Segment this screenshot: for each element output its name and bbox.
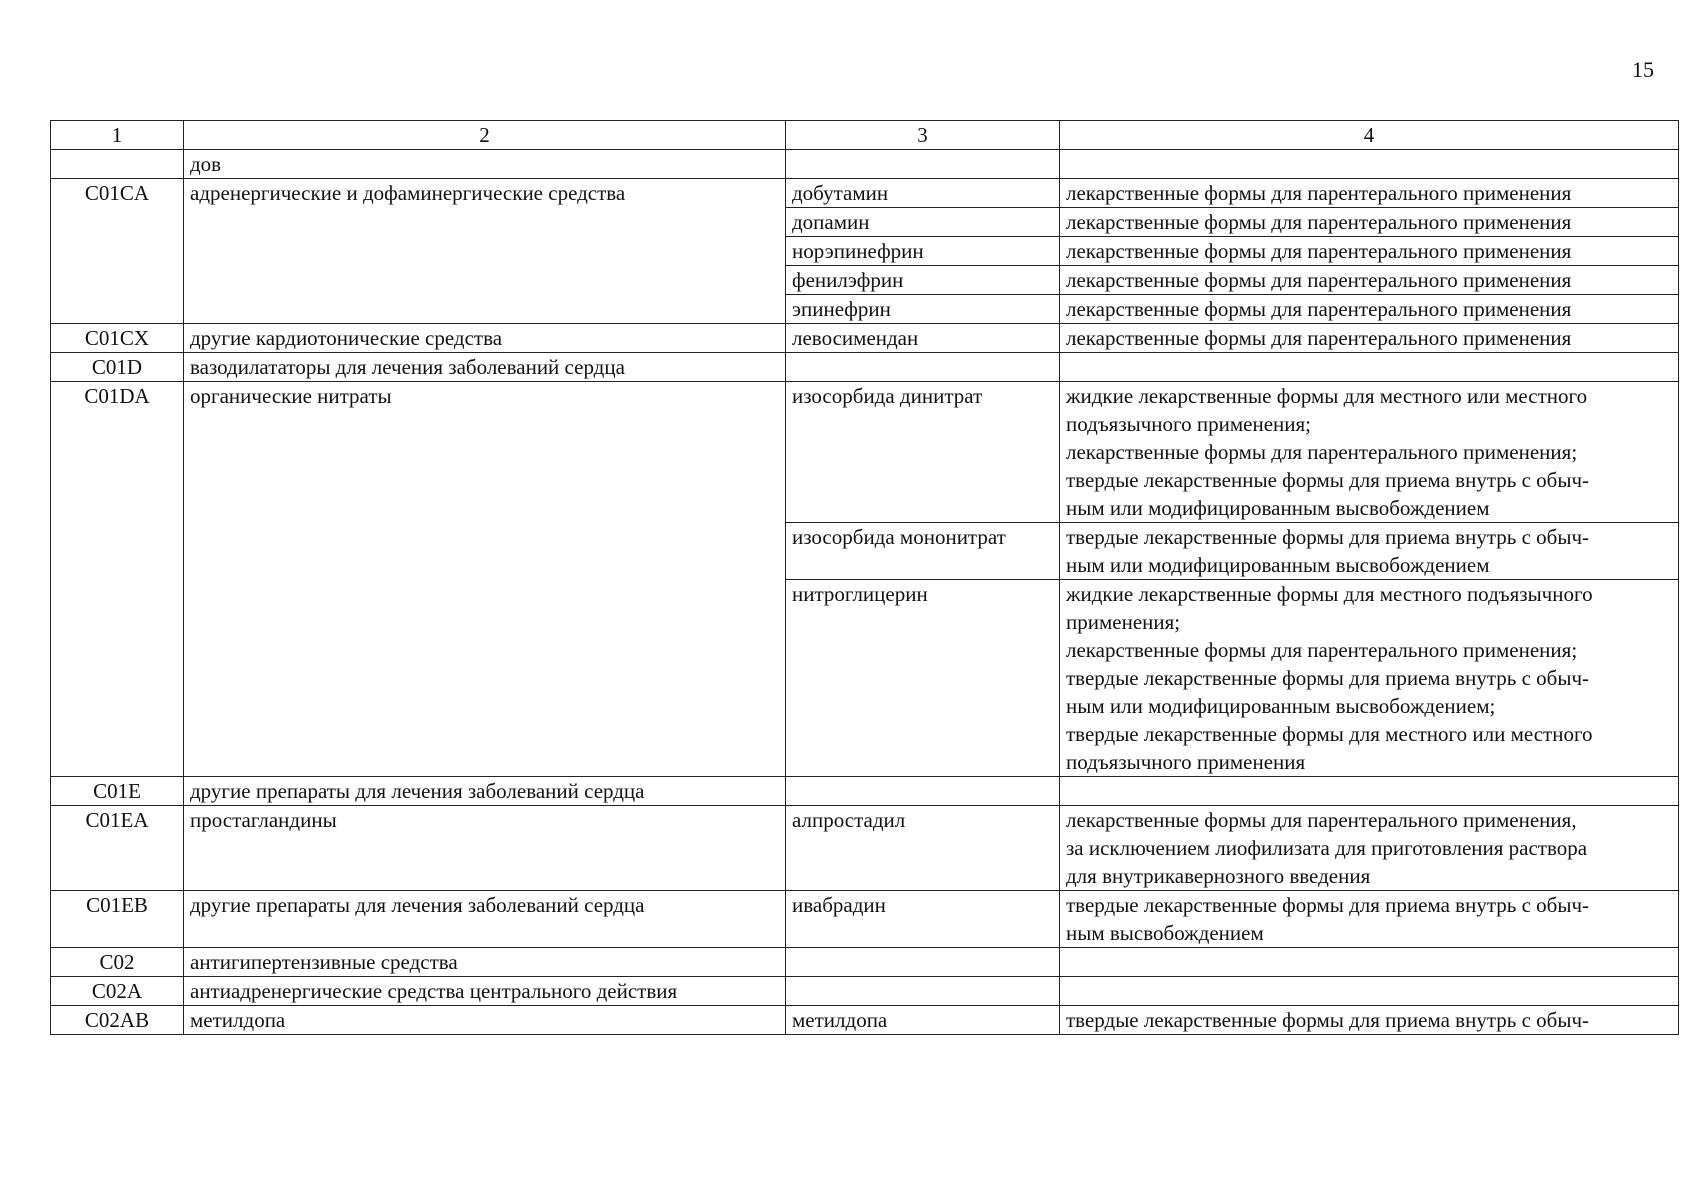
dosage-form-line: ным или модифицированным высвобождением bbox=[1066, 496, 1490, 520]
dosage-form-line: для внутрикавернозного введения bbox=[1066, 864, 1371, 888]
table-row bbox=[51, 977, 1679, 1006]
drug-name-cell: изосорбида динитрат bbox=[786, 382, 1060, 523]
table-row bbox=[51, 891, 1679, 948]
dosage-form-cell bbox=[1060, 237, 1679, 266]
dosage-form-cell bbox=[1060, 295, 1679, 324]
pharmacological-group-cell: антигипертензивные средства bbox=[184, 948, 786, 977]
dosage-form-line: лекарственные формы для парентерального применения bbox=[1066, 210, 1572, 234]
drug-name-cell: норэпинефрин bbox=[786, 237, 1060, 266]
atc-code-cell: C01E bbox=[51, 777, 184, 806]
pharmacological-group-cell: дов bbox=[184, 150, 786, 179]
atc-code-cell: C01EA bbox=[51, 806, 184, 891]
drug-name-cell: изосорбида мононитрат bbox=[786, 523, 1060, 580]
dosage-form-line: твердые лекарственные формы для приема внутрь с обыч- bbox=[1066, 1008, 1590, 1032]
dosage-form-line: лекарственные формы для парентерального применения bbox=[1066, 239, 1572, 263]
dosage-form-cell bbox=[1060, 353, 1679, 382]
pharmacological-group-cell: другие кардиотонические средства bbox=[184, 324, 786, 353]
dosage-form-line: лекарственные формы для парентерального применения bbox=[1066, 181, 1572, 205]
atc-code-cell: C01EB bbox=[51, 891, 184, 948]
column-header-2: 2 bbox=[184, 121, 786, 150]
pharmacological-group-cell: простагландины bbox=[184, 806, 786, 891]
pharmacological-group-cell: антиадренергические средства центрального действия bbox=[184, 977, 786, 1006]
drug-name-cell bbox=[786, 948, 1060, 977]
dosage-form-cell bbox=[1060, 948, 1679, 977]
drug-name-cell: добутамин bbox=[786, 179, 1060, 208]
table-row bbox=[51, 1006, 1679, 1035]
atc-code-cell: C01D bbox=[51, 353, 184, 382]
table-row bbox=[51, 179, 1679, 208]
atc-code-cell: C01CX bbox=[51, 324, 184, 353]
dosage-form-line: подъязычного применения; bbox=[1066, 412, 1311, 436]
atc-code-cell bbox=[51, 150, 184, 179]
atc-code-cell: C02A bbox=[51, 977, 184, 1006]
dosage-form-cell bbox=[1060, 523, 1679, 580]
dosage-form-cell bbox=[1060, 977, 1679, 1006]
atc-code-cell: C02 bbox=[51, 948, 184, 977]
drug-name-cell: эпинефрин bbox=[786, 295, 1060, 324]
table-row bbox=[51, 806, 1679, 891]
dosage-form-cell bbox=[1060, 179, 1679, 208]
dosage-form-cell bbox=[1060, 891, 1679, 948]
dosage-form-line: твердые лекарственные формы для приема внутрь с обыч- bbox=[1066, 525, 1590, 549]
dosage-form-cell bbox=[1060, 580, 1679, 777]
dosage-form-line: применения; bbox=[1066, 610, 1181, 634]
dosage-form-line: подъязычного применения bbox=[1066, 750, 1306, 774]
dosage-form-line: твердые лекарственные формы для приема внутрь с обыч- bbox=[1066, 468, 1590, 492]
column-header-3: 3 bbox=[786, 121, 1060, 150]
drug-name-cell: левосимендан bbox=[786, 324, 1060, 353]
table-row bbox=[51, 777, 1679, 806]
dosage-form-cell bbox=[1060, 266, 1679, 295]
column-header-1: 1 bbox=[51, 121, 184, 150]
drug-name-cell: метилдопа bbox=[786, 1006, 1060, 1035]
dosage-form-line: твердые лекарственные формы для местного или местного bbox=[1066, 722, 1593, 746]
pharmacological-group-cell: метилдопа bbox=[184, 1006, 786, 1035]
dosage-form-cell bbox=[1060, 324, 1679, 353]
atc-code-cell: C01CA bbox=[51, 179, 184, 324]
pharmacological-group-cell: вазодилататоры для лечения заболеваний сердца bbox=[184, 353, 786, 382]
dosage-form-cell bbox=[1060, 382, 1679, 523]
table-row bbox=[51, 353, 1679, 382]
dosage-form-cell bbox=[1060, 150, 1679, 179]
dosage-form-line: ным или модифицированным высвобождением bbox=[1066, 553, 1490, 577]
drug-name-cell: фенилэфрин bbox=[786, 266, 1060, 295]
drug-name-cell bbox=[786, 977, 1060, 1006]
dosage-form-line: лекарственные формы для парентерального применения bbox=[1066, 297, 1572, 321]
dosage-form-line: твердые лекарственные формы для приема внутрь с обыч- bbox=[1066, 666, 1590, 690]
dosage-form-line: жидкие лекарственные формы для местного или местного bbox=[1066, 384, 1588, 408]
dosage-form-cell bbox=[1060, 777, 1679, 806]
pharmacological-group-cell: адренергические и дофаминергические средства bbox=[184, 179, 786, 324]
drug-name-cell bbox=[786, 150, 1060, 179]
drug-name-cell: допамин bbox=[786, 208, 1060, 237]
drug-name-cell bbox=[786, 353, 1060, 382]
dosage-form-line: за исключением лиофилизата для приготовления раствора bbox=[1066, 836, 1588, 860]
dosage-form-line: лекарственные формы для парентерального применения, bbox=[1066, 808, 1577, 832]
table-header-row bbox=[51, 121, 1679, 150]
dosage-form-line: лекарственные формы для парентерального применения; bbox=[1066, 638, 1578, 662]
dosage-form-line: ным высвобождением bbox=[1066, 921, 1264, 945]
dosage-form-cell bbox=[1060, 1006, 1679, 1035]
pharmacological-group-cell: другие препараты для лечения заболеваний сердца bbox=[184, 777, 786, 806]
atc-code-cell: C02AB bbox=[51, 1006, 184, 1035]
table-row bbox=[51, 324, 1679, 353]
dosage-form-line: твердые лекарственные формы для приема внутрь с обыч- bbox=[1066, 893, 1590, 917]
dosage-form-line: лекарственные формы для парентерального применения bbox=[1066, 268, 1572, 292]
atc-code-cell: C01DA bbox=[51, 382, 184, 777]
pharmacological-group-cell: другие препараты для лечения заболеваний сердца bbox=[184, 891, 786, 948]
pharmacological-group-cell: органические нитраты bbox=[184, 382, 786, 777]
dosage-form-line: ным или модифицированным высвобождением; bbox=[1066, 694, 1496, 718]
drug-name-cell bbox=[786, 777, 1060, 806]
dosage-form-cell bbox=[1060, 208, 1679, 237]
page-number: 15 bbox=[1632, 57, 1654, 82]
dosage-form-cell bbox=[1060, 806, 1679, 891]
drug-name-cell: нитроглицерин bbox=[786, 580, 1060, 777]
drug-name-cell: ивабрадин bbox=[786, 891, 1060, 948]
table-row bbox=[51, 150, 1679, 179]
dosage-form-line: жидкие лекарственные формы для местного подъязычного bbox=[1066, 582, 1593, 606]
column-header-4: 4 bbox=[1060, 121, 1679, 150]
dosage-form-line: лекарственные формы для парентерального применения; bbox=[1066, 440, 1578, 464]
drug-name-cell: алпростадил bbox=[786, 806, 1060, 891]
table-row bbox=[51, 382, 1679, 523]
table-row bbox=[51, 948, 1679, 977]
drug-list-table bbox=[50, 120, 1679, 1035]
dosage-form-line: лекарственные формы для парентерального применения bbox=[1066, 326, 1572, 350]
